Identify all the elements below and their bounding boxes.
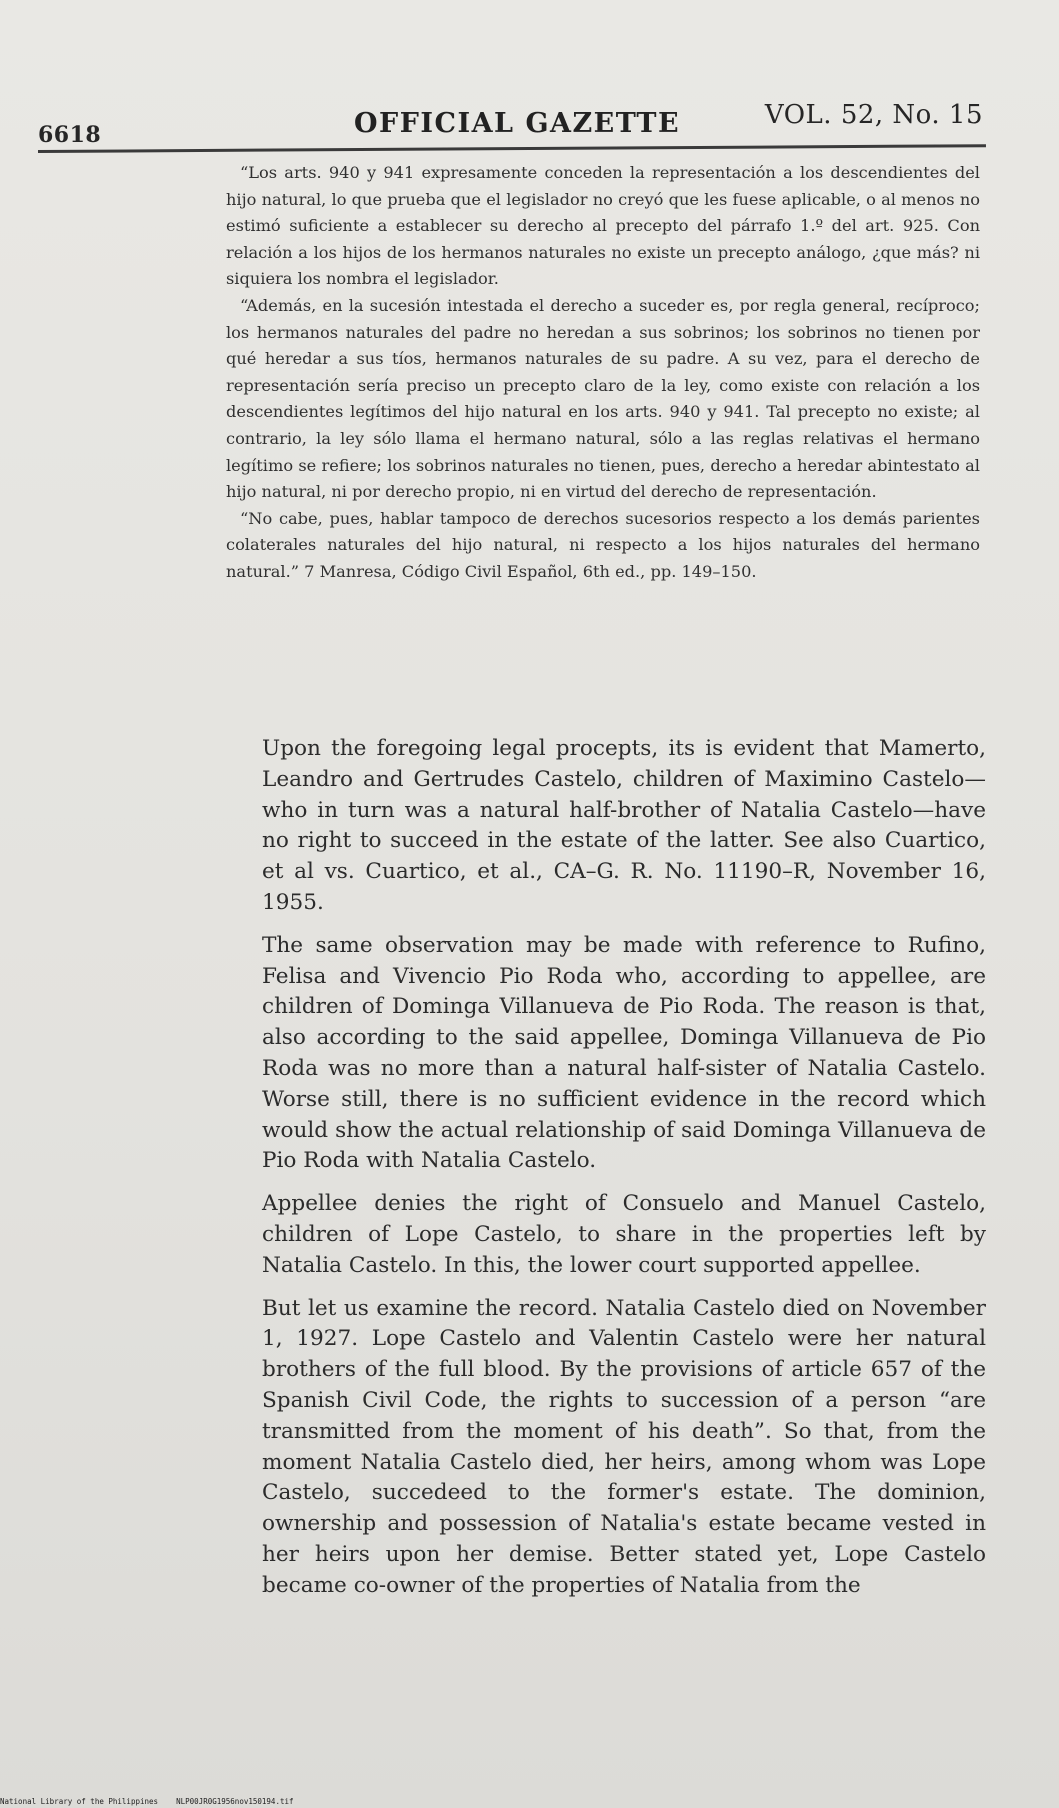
scan-footer-label: National Library of the Philippines NLP00JR0G1956nov150194.tif	[0, 1797, 294, 1806]
quote-paragraph: “Los arts. 940 y 941 expresamente conceden la representación a los descendientes del hijo natural, lo que prueba que el legislador no creyó que les fuese aplicable, o al menos no estimó suficiente a establecer su derecho al precepto del párrafo 1.º del art. 925. Con relación a los hijos de los hermanos naturales no existe un precepto análogo, ¿que más? ni siquiera los nombra el legislador.	[226, 163, 980, 289]
body-text	[262, 734, 986, 1614]
volume-number: VOL. 52, No. 15	[764, 100, 983, 130]
page-header	[38, 100, 983, 148]
body-paragraph: The same observation may be made with reference to Rufino, Felisa and Vivencio Pio Roda who, according to appellee, are children of Dominga Villanueva de Pio Roda. The reason is that, also according to the said appellee, Dominga Villanueva de Pio Roda was no more than a natural half-sister of Natalia Castelo. Worse still, there is no sufficient evidence in the record which would show the actual relationship of said Dominga Villanueva de Pio Roda with Natalia Castelo.	[262, 932, 986, 1174]
publication-title: OFFICIAL GAZETTE	[354, 108, 681, 139]
spanish-quotation	[226, 160, 980, 586]
body-paragraph: But let us examine the record. Natalia Castelo died on November 1, 1927. Lope Castelo and Valentin Castelo were her natural brothers of the full blood. By the provisions of article 657 of the Spanish Civil Code, the rights to succession of a person “are transmitted from the moment of his death”. So that, from the moment Natalia Castelo died, her heirs, among whom was Lope Castelo, succedeed to the former's estate. The dominion, ownership and possession of Natalia's estate became vested in her heirs upon her demise. Better stated yet, Lope Castelo became co-owner of the properties of Natalia from the	[262, 1295, 986, 1598]
body-paragraph: Upon the foregoing legal procepts, its is evident that Mamerto, Leandro and Gertrudes Castelo, children of Maximino Castelo—who in turn was a natural half-brother of Natalia Castelo—have no right to succeed in the estate of the latter. See also Cuartico, et al vs. Cuartico, et al., CA–G. R. No. 11190–R, November 16, 1955.	[262, 736, 986, 915]
page-number: 6618	[38, 122, 102, 148]
quote-paragraph: “Además, en la sucesión intestada el derecho a suceder es, por regla general, recíproco; los hermanos naturales del padre no heredan a sus sobrinos; los sobrinos no tienen por qué heredar a sus tíos, hermanos naturales de su padre. A su vez, para el derecho de representación sería preciso un precepto claro de la ley, como existe con relación a los descendientes legítimos del hijo natural en los arts. 940 y 941. Tal precepto no existe; al contrario, la ley sólo llama el hermano natural, sólo a las reglas relativas el hermano legítimo se refiere; los sobrinos naturales no tienen, pues, derecho a heredar abintestato al hijo natural, ni por derecho propio, ni en virtud del derecho de representación.	[226, 295, 980, 502]
header-rule	[38, 144, 986, 153]
quote-paragraph: “No cabe, pues, hablar tampoco de derechos sucesorios respecto a los demás parientes colaterales naturales del hijo natural, ni respecto a los hijos naturales del hermano natural.” 7 Manresa, Código Civil Español, 6th ed., pp. 149–150.	[226, 508, 980, 581]
body-paragraph: Appellee denies the right of Consuelo and Manuel Castelo, children of Lope Castelo, to share in the properties left by Natalia Castelo. In this, the lower court supported appellee.	[262, 1191, 986, 1278]
